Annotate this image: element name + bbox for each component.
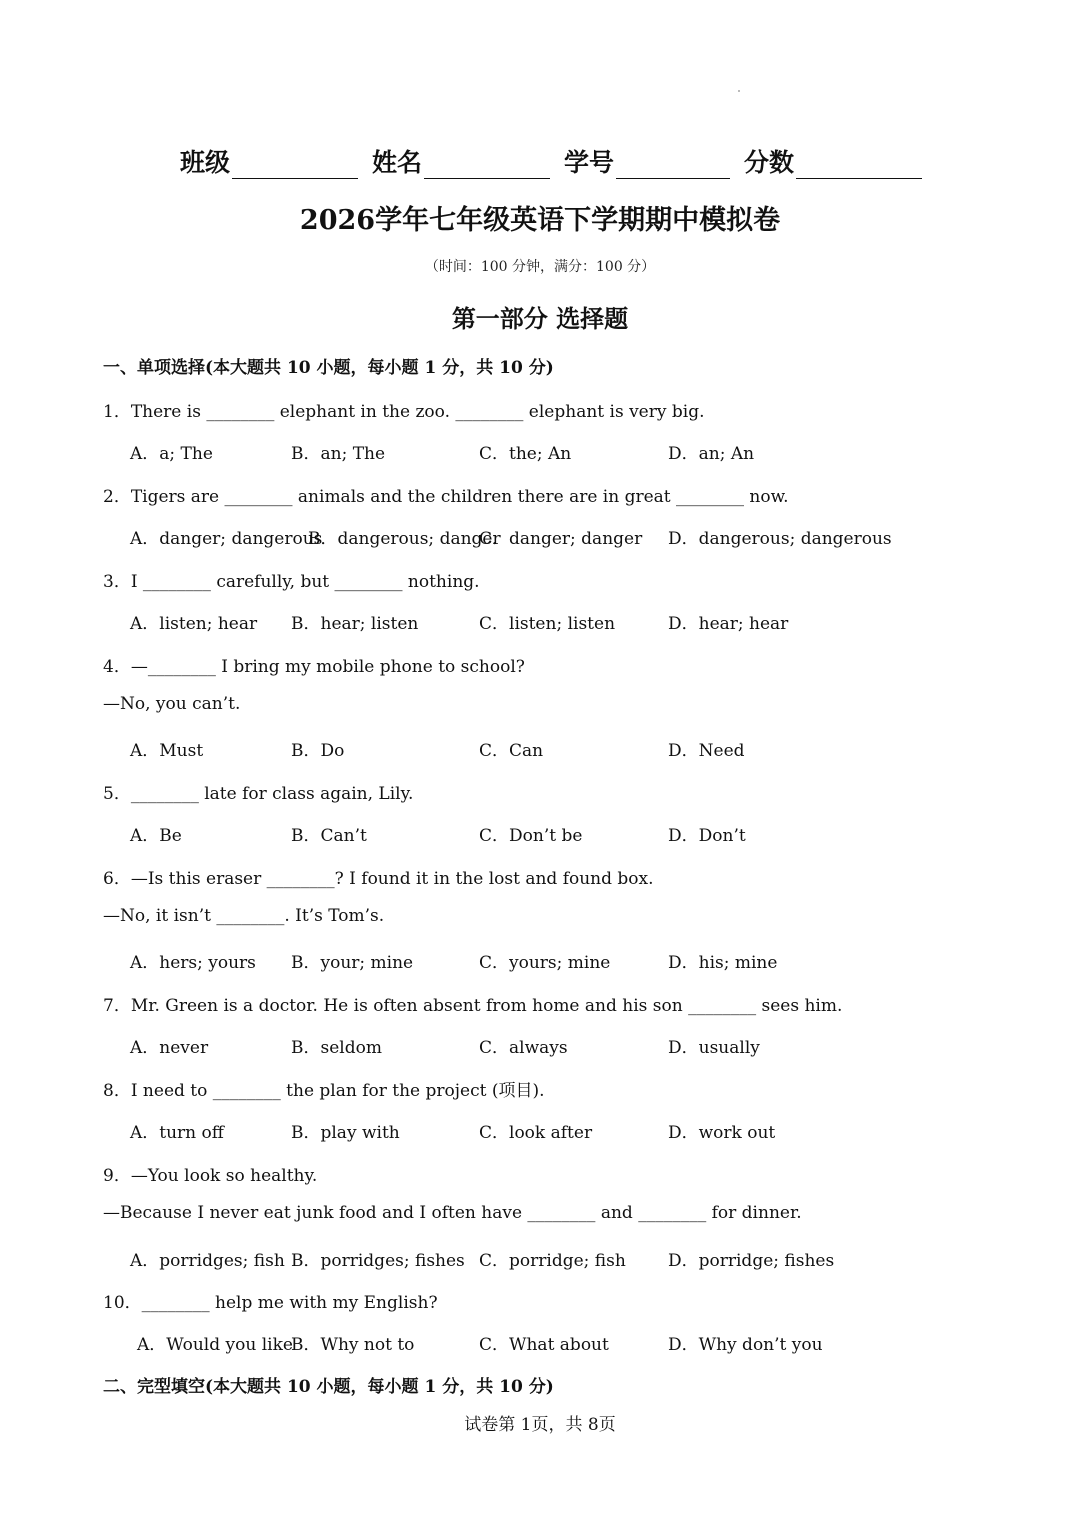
question-6-option-b[interactable]: B．your; mine <box>291 953 414 973</box>
question-7-option-d[interactable]: D．usually <box>668 1038 760 1058</box>
question-1-option-a[interactable]: A．a; The <box>130 444 213 464</box>
question-4-option-c[interactable]: C．Can <box>479 741 544 761</box>
page-footer: 试卷第 1页，共 8页 <box>464 1415 616 1435</box>
section-title-single-choice: 一、单项选择(本大题共 10 小题，每小题 1 分，共 10 分) <box>103 358 554 378</box>
question-4-option-a[interactable]: A．Must <box>130 741 204 761</box>
question-8-option-a[interactable]: A．turn off <box>130 1123 224 1143</box>
name-label: 姓名 <box>372 148 423 177</box>
question-2-option-d[interactable]: D．dangerous; dangerous <box>668 529 892 549</box>
question-9-option-d[interactable]: D．porridge; fishes <box>668 1251 835 1271</box>
question-6: 6．—Is this eraser ________? I found it in the lost and found box. <box>103 869 654 889</box>
part-title: 第一部分 选择题 <box>451 304 629 333</box>
question-2-option-a[interactable]: A．danger; dangerous <box>130 529 323 549</box>
question-10-option-b[interactable]: B．Why not to <box>291 1335 415 1355</box>
question-6-option-a[interactable]: A．hers; yours <box>130 953 256 973</box>
question-8-option-c[interactable]: C．look after <box>479 1123 593 1143</box>
name-field[interactable] <box>372 143 550 179</box>
question-7: 7．Mr. Green is a doctor. He is often absent from home and his son ________ sees him. <box>103 996 843 1016</box>
question-6-response: —No, it isn’t ________. It’s Tom’s. <box>103 906 385 926</box>
question-4-option-d[interactable]: D．Need <box>668 741 745 761</box>
question-3: 3．I ________ carefully, but ________ nothing. <box>103 572 480 592</box>
class-blank[interactable] <box>232 152 358 179</box>
question-8-option-d[interactable]: D．work out <box>668 1123 776 1143</box>
class-label: 班级 <box>180 148 231 177</box>
question-6-option-c[interactable]: C．yours; mine <box>479 953 611 973</box>
question-9-response: —Because I never eat junk food and I often have ________ and ________ for dinner. <box>103 1203 802 1223</box>
question-10-option-a[interactable]: A．Would you like <box>137 1335 293 1355</box>
question-9-option-c[interactable]: C．porridge; fish <box>479 1251 626 1271</box>
student-id-blank[interactable] <box>616 152 730 179</box>
question-10: 10．________ help me with my English? <box>103 1293 438 1313</box>
question-3-option-c[interactable]: C．listen; listen <box>479 614 616 634</box>
name-blank[interactable] <box>424 152 550 179</box>
question-8-option-b[interactable]: B．play with <box>291 1123 400 1143</box>
exam-title: 2026学年七年级英语下学期期中模拟卷 <box>299 205 781 236</box>
question-2: 2．Tigers are ________ animals and the children there are in great ________ now. <box>103 487 789 507</box>
class-field[interactable] <box>180 143 358 179</box>
question-2-option-b[interactable]: B．dangerous; danger <box>308 529 501 549</box>
question-6-option-d[interactable]: D．his; mine <box>668 953 778 973</box>
question-4-response: —No, you can’t. <box>103 694 241 714</box>
question-5-option-c[interactable]: C．Don’t be <box>479 826 583 846</box>
score-field[interactable] <box>744 143 922 179</box>
question-2-option-c[interactable]: C．danger; danger <box>479 529 643 549</box>
question-5-option-d[interactable]: D．Don’t <box>668 826 746 846</box>
section-title-cloze: 二、完型填空(本大题共 10 小题，每小题 1 分，共 10 分) <box>103 1377 554 1397</box>
question-3-option-a[interactable]: A．listen; hear <box>130 614 258 634</box>
scan-speck <box>738 90 740 92</box>
exam-subtitle: （时间：100 分钟，满分：100 分） <box>424 259 656 275</box>
question-4: 4．—________ I bring my mobile phone to school? <box>103 657 525 677</box>
question-1-option-c[interactable]: C．the; An <box>479 444 572 464</box>
question-9-option-b[interactable]: B．porridges; fishes <box>291 1251 465 1271</box>
question-3-option-d[interactable]: D．hear; hear <box>668 614 789 634</box>
score-blank[interactable] <box>796 152 922 179</box>
question-9: 9．—You look so healthy. <box>103 1166 318 1186</box>
student-id-label: 学号 <box>564 148 615 177</box>
question-4-option-b[interactable]: B．Do <box>291 741 345 761</box>
question-3-option-b[interactable]: B．hear; listen <box>291 614 419 634</box>
question-1-option-d[interactable]: D．an; An <box>668 444 755 464</box>
question-7-option-b[interactable]: B．seldom <box>291 1038 382 1058</box>
score-label: 分数 <box>744 148 795 177</box>
question-1-option-b[interactable]: B．an; The <box>291 444 386 464</box>
question-8: 8．I need to ________ the plan for the project (项目). <box>103 1081 545 1101</box>
student-info-fields <box>180 143 920 179</box>
question-5: 5．________ late for class again, Lily. <box>103 784 414 804</box>
question-10-option-d[interactable]: D．Why don’t you <box>668 1335 823 1355</box>
question-7-option-c[interactable]: C．always <box>479 1038 568 1058</box>
question-9-option-a[interactable]: A．porridges; fish <box>130 1251 285 1271</box>
question-5-option-a[interactable]: A．Be <box>130 826 182 846</box>
question-10-option-c[interactable]: C．What about <box>479 1335 609 1355</box>
question-7-option-a[interactable]: A．never <box>130 1038 209 1058</box>
question-1: 1．There is ________ elephant in the zoo. ________ elephant is very big. <box>103 402 705 422</box>
question-5-option-b[interactable]: B．Can’t <box>291 826 367 846</box>
student-id-field[interactable] <box>564 143 730 179</box>
